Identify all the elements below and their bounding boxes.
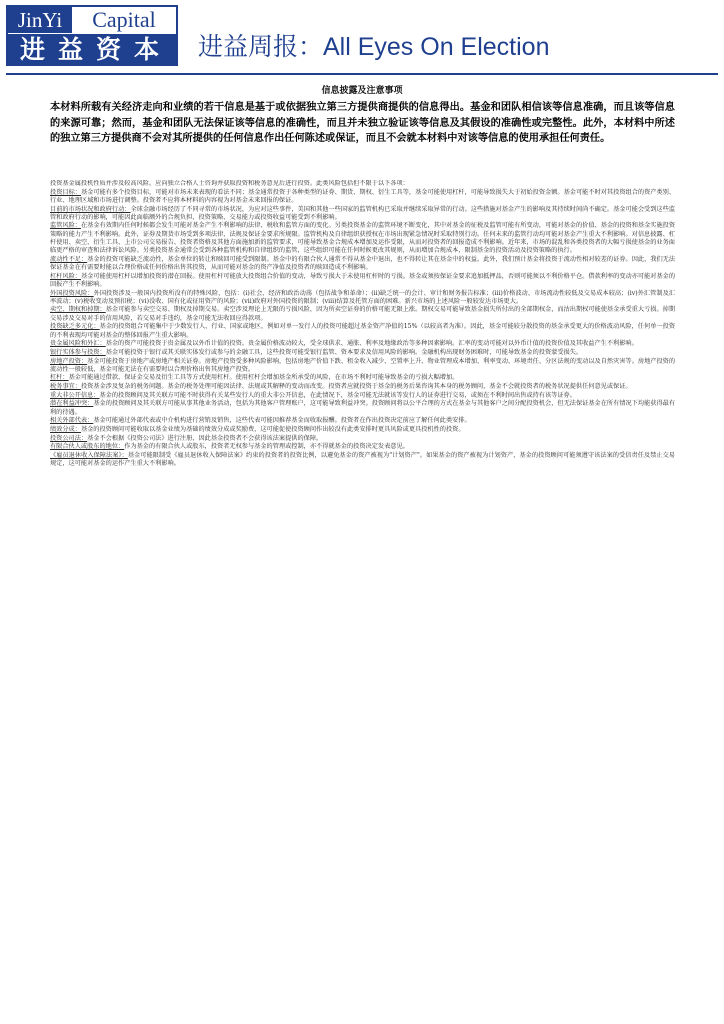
risk-text: 全球金融市场经历了不同寻常的市场状况，为应对这些事件，美国和其他一些国家的监管机构已采取并继续采取异常的行动。这些措施对基金产生的影响及其持续时间尚不确定。基金可能会受到这些监管和政府行动的影响，可能因此面临额外的合规负担，投资策略、交易能力或投资收益可能受到不利影响。 (50, 205, 675, 221)
risk-text: 基金可能通过外部代表或中介机构进行营销及销售，这些代表可能因推荐基金而收取报酬。投资者在作出投资决定前应了解任何此类安排。 (93, 417, 471, 425)
section-title: 信息披露及注意事项 (321, 86, 403, 96)
risk-paragraph (50, 417, 675, 425)
risk-text: 基金的投资顾问及其关联方可能从事其他业务活动，包括为其他客户管理账户，这可能导致利益冲突。投资顾问将以公平合理的方式在基金与其他客户之间分配投资机会，但无法保证基金在所有情况下均能获得最有利的待遇。 (50, 400, 675, 416)
risk-keyword: 投资公司法： (50, 434, 88, 442)
risk-paragraph (50, 443, 675, 451)
risk-text: 基金的投资可能缺乏流动性，基金单位的转让和赎回可能受到限制。基金中的有限合伙人通常不得从基金中退出，也不得转让其在基金中的权益。此外，我们预计基金将投资于流动性相对较差的证券。因此，我们无法保证基金在有需要时能以合理价格或任何价格出售其投资，从而可能对基金的资产净值及投资者的赎回造成不利影响。 (50, 255, 675, 272)
header-divider (6, 73, 718, 75)
risk-paragraph (50, 400, 675, 417)
risk-paragraph (50, 273, 675, 290)
logo-chinese-text: 进益资本 (19, 35, 172, 64)
risk-keyword: 《雇员退休收入保障法案》： (50, 451, 128, 459)
risk-paragraph (50, 189, 675, 206)
risk-keyword: 潜在利益冲突： (50, 400, 94, 408)
risk-paragraph (50, 256, 675, 273)
logo-english-row (8, 7, 176, 34)
risk-keyword: 有限合伙人或股东的地位： (50, 443, 125, 451)
risk-text: 基金的投资顾问可能收取以基金业绩为基础的绩效分成或奖励费，这可能促使投资顾问作出较没有此类安排时更具风险或更具投机性的投资。 (80, 425, 465, 433)
report-title: 进益周报：All Eyes On Election (198, 33, 550, 61)
risk-text: 投资基金涉及复杂的税务问题。基金的税务处理可能因法律、法规或其解释的变动而改变。投资者应就投资于基金的税务后果咨询其本身的税务顾问，基金不会就投资者的税务状况提供任何意见或保证。 (80, 383, 632, 391)
intro-paragraph: 投资基金属投机性质并涉及较高风险。应向独立合格人士咨询并获取投资和税务意见后进行投资。此类风险包括但不限于以下各项： (50, 180, 409, 187)
risk-keyword: 外国投资风险： (50, 289, 94, 297)
risk-keyword: 杠杆： (50, 374, 69, 382)
risk-text: 在基金有效期内任何时候都会发生可能对基金产生不利影响的法律、税收和监管方面的变化。另类投资基金的监管环境不断变化，其中对基金的征税及监管可能有所变动，可能对基金的价值、基金的投资和基金实施投资策略的能力产生不利影响。此外，证券及期货市场受到多项法律、法规及保证金要求所规限。监管机构及自律组织获授权在市场出现紧急情况时采取特别行动。任何未来的监管行动均可能对基金产生重大不利影响。对信息披露、杠杆使用、卖空、衍生工具、上市公司交易报告、投资者资格及其他方面施加新的监管要求，可能导致基金合规成本增加及运作受限，从而对投资者的回报造成不利影响。近年来，市场的混乱和各类投资者的大幅亏损使基金的业务面临更严格的审查和法律诉讼风险。另类投资基金通常会受到各种监管机构和自律组织的监管，这些组织可能在任何时候更改其规则，从而增加合规成本，限制基金的投资活动及投资策略的执行。 (50, 222, 675, 255)
risk-text: 基金可能有多个投资目标，可能对市场未来表现的看法不同；基金通常投资于各种类型的证券、期货、期权、衍生工具等，基金可能使用杠杆，可能导致损失大于初始投资金额。基金可能不时对其投资组合的资产类别、行业、地理区域和市场进行调整。投资者不应将本材料的内容视为对基金未来回报的保证。 (50, 188, 675, 204)
risk-text: 基金的投资顾问及其关联方可能不时获得有关某些发行人的重大非公开信息，在此情况下，基金可能无法就该等发行人的证券进行交易，或须在不利时间出售或持有该等证券。 (99, 391, 576, 399)
risk-paragraph (50, 358, 675, 375)
risk-paragraph (50, 340, 675, 348)
risk-keyword: 绩效分成： (50, 425, 81, 433)
risk-keyword: 目前的市场状况和政府行动： (50, 205, 131, 213)
risk-text: 基金可能限制受《雇员退休收入保障法案》约束的投资者的投资比例，以避免基金的资产被视为"计划资产"。如果基金的资产被视为计划资产，基金的投资顾问可能须遵守该法案的受信责任及禁止交易规定，这可能对基金的运作产生重大不利影响。 (50, 451, 675, 468)
risk-keyword: 税务事宜： (50, 383, 81, 391)
risk-text: 外国投资涉及一般国内投资所没有的特殊风险，包括：(i)社会、经济和政治动荡（包括战争和革命）；(ii)缺乏统一的会计、审计和财务报告标准；(iii)价格波动、市场流动性较低及交易成本较高；(iv)外汇管制及汇率波动；(v)税收变动及预扣税；(vi)没收、国有化或征用资产的风险；(vii)政府对外国投资的限制；(viii)结算及托管方面的困难。新兴市场的上述风险一般较发达市场更大。 (50, 289, 675, 305)
risk-keyword: 房地产投资： (50, 357, 88, 365)
disclaimer-paragraph: 本材料所载有关经济走向和业绩的若干信息是基于或依据独立第三方提供商提供的信息得出。基金和团队相信该等信息准确，而且该等信息的来源可靠；然而，基金和团队无法保证该等信息的准确性，而且并未独立验证该等信息及其假设的准确性或完整性。此外，本材料中所述的独立第三方提供商不会对其所提供的任何信息作出任何陈述或保证，而且不会就本材料中对该等信息的使用承担任何责任。 (50, 102, 675, 144)
risk-paragraph (50, 206, 675, 223)
risk-paragraph (50, 290, 675, 307)
risk-keyword: 相关外部代表： (50, 417, 94, 425)
risk-text: 基金可能投资于房地产或房地产相关证券。房地产投资受多种风险影响，包括房地产价值下跌、租金收入减少、空置率上升、物业管理成本增加、利率变动、环境责任、分区法规的变动以及自然灾害等。房地产投资的流动性一般较低，基金可能无法在有需要时以合理价格出售其房地产投资。 (50, 357, 675, 373)
risk-text: 基金可能参与卖空交易、期权及掉期交易。卖空涉及理论上无限的亏损风险，因为所卖空证券的价格可能无限上涨。期权交易可能导致基金损失所付出的全部期权金，而沽出期权可能使基金承受重大亏损。掉期交易涉及交易对手的信用风险，若交易对手违约，基金可能无法收回应得款项。 (50, 306, 675, 322)
company-logo (6, 5, 178, 66)
risk-keyword: 贵金属风险和外汇： (50, 340, 106, 348)
risk-paragraph (50, 323, 675, 340)
risk-keyword: 重大非公开信息： (50, 391, 100, 399)
risk-keyword: 投资目标： (50, 188, 81, 196)
risk-text: 基金可能使用杠杆以增加投资的潜在回报。使用杠杆可能放大投资组合价值的变动，导致亏损大于未使用杠杆时的亏损。基金或须按保证金要求追加抵押品，否则可能须以不利价格平仓。借款利率的变动亦可能对基金的回报产生不利影响。 (50, 272, 675, 288)
risk-paragraph (50, 349, 675, 357)
risk-paragraph (50, 306, 675, 323)
risk-paragraph (50, 452, 675, 469)
logo-capital-text: Capital (72, 7, 176, 33)
risk-keyword: 杠杆风险： (50, 272, 81, 280)
risk-keyword: 监管风险： (50, 222, 81, 230)
risk-paragraph (50, 222, 675, 255)
risk-disclosure-body (50, 180, 675, 1016)
risk-text: 基金的资产可能投资于贵金属及以外币计值的投资。贵金属价格波动较大，受全球供求、通胀、利率及地缘政治等多种因素影响。汇率的变动可能对以外币计值的投资价值及其收益产生不利影响。 (105, 340, 638, 348)
risk-text: 基金可能投资于银行或其关联实体发行或参与的金融工具，这些投资可能受银行监管、资本要求及信用风险的影响。金融机构出现财务困难时，可能导致基金的投资蒙受损失。 (105, 348, 583, 356)
risk-keyword: 卖空、期权和掉期： (50, 306, 106, 314)
risk-paragraph (50, 392, 675, 400)
risk-paragraph (50, 374, 675, 382)
risk-paragraph (50, 383, 675, 391)
risk-text: 基金的投资组合可能集中于少数发行人、行业、国家或地区，例如对单一发行人的投资可能超过基金资产净值的15%（以较高者为准）。因此，基金可能较分散投资的基金承受更大的价格波动风险，任何单一投资的不利表现均可能对基金的整体回报产生重大影响。 (50, 323, 675, 339)
risk-keyword: 银行实体参与投资： (50, 348, 106, 356)
risk-paragraph (50, 435, 675, 443)
risk-keyword: 流动性不足： (50, 255, 88, 263)
risk-text: 基金可能通过借款、保证金交易及衍生工具等方式使用杠杆。使用杠杆会增加基金所承受的风险，在市场不利时可能导致基金的亏损大幅增加。 (68, 374, 459, 382)
logo-jinyi-text: JinYi (8, 7, 72, 33)
risk-keyword: 投资缺乏多元化： (50, 323, 100, 331)
risk-paragraph (50, 426, 675, 434)
risk-text: 基金不会根据《投资公司法》进行注册，因此基金投资者不会获得该法案提供的保障。 (87, 434, 323, 442)
risk-text: 作为基金的有限合伙人或股东，投资者无权参与基金的管理或控制，亦不得就基金的投资决定发表意见。 (124, 443, 409, 451)
